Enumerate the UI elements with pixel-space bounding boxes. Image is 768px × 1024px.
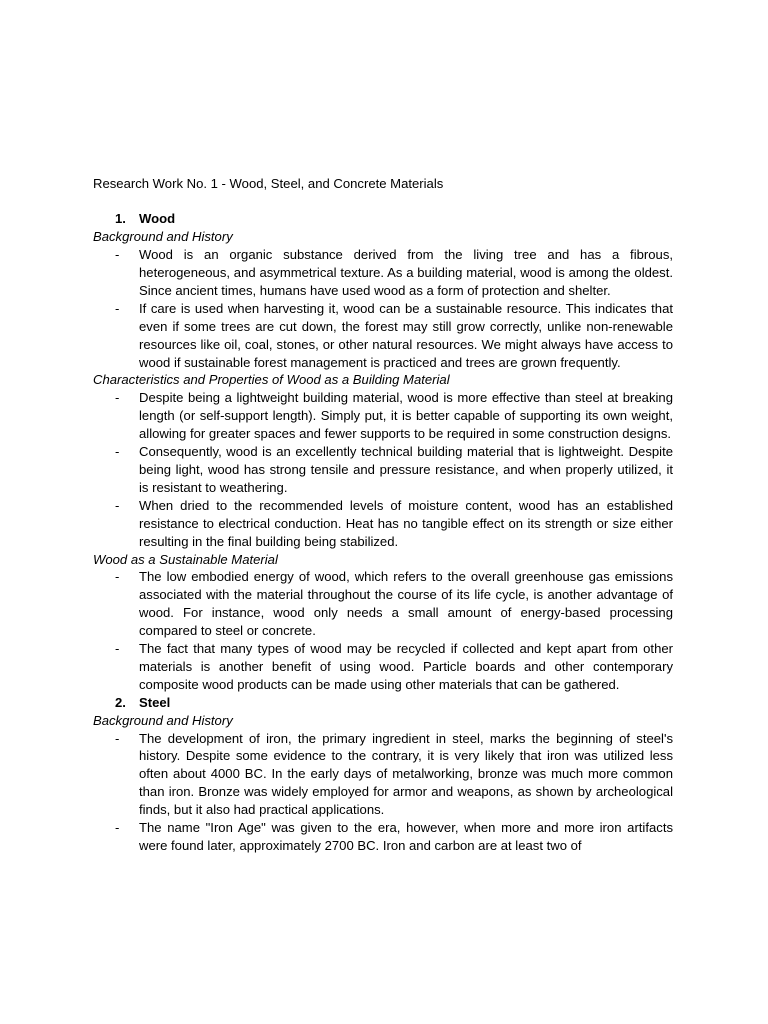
section-title: Steel — [139, 694, 171, 710]
list-item-text: The name "Iron Age" was given to the era, however, when more and more iron artifacts were found later, approximately 2700 BC. Iron and carbon are at least two of — [139, 820, 673, 854]
list-item-text: Despite being a lightweight building material, wood is more effective than steel at breaking length (or self-support length). Simply put, it is better capable of supporting its own weight, allowing for greater spaces and fewer supports to be required in some construction designs. — [139, 390, 673, 442]
list-item-text: If care is used when harvesting it, wood can be a sustainable resource. This indicates that even if some trees are cut down, the forest may still grow correctly, unlike non-renewable resources like oil, coal, stones, or other natural resources. We might always have access to wood if sustainable forest management is practiced and trees are grown frequently. — [139, 300, 673, 370]
list-item-text: When dried to the recommended levels of moisture content, wood has an established resistance to electrical conduction. Heat has no tangible effect on its strength or size either resulting in the final building being stabilized. — [139, 497, 673, 549]
section-title: Wood — [139, 211, 176, 227]
document-page — [93, 175, 673, 855]
bullet-list — [93, 730, 673, 855]
bullet-list — [93, 389, 673, 550]
list-item: - The name "Iron Age" was given to the era, however, when more and more iron artifacts were found later, approximately 2700 BC. Iron and carbon are at least two of — [115, 820, 673, 854]
section-heading-steel — [93, 694, 673, 712]
list-item-text: Consequently, wood is an excellently technical building material that is lightweight. Despite being light, wood has strong tensile and pressure resistance, and when properly utilized, it is resistant to weathering. — [139, 444, 673, 495]
list-item-text: Wood is an organic substance derived from the living tree and has a fibrous, heterogeneous, and asymmetrical texture. As a building material, wood is among the oldest. Since ancient times, humans have used wood as a form of protection and shelter. — [139, 247, 673, 298]
list-item: - The development of iron, the primary ingredient in steel, marks the beginning of steel's history. Despite some evidence to the contrary, it is very likely that iron was utilized less often about 4000 BC. In the early days of metalworking, bronze was much more common than iron. Bronze was widely employed for armor and weapons, as shown by archeological finds, but it also had practical applications. — [115, 730, 673, 818]
list-item-text: The development of iron, the primary ingredient in steel, marks the beginning of steel's history. Despite some evidence to the contrary, it is very likely that iron was utilized less often about 4000 BC. In the early days of metalworking, bronze was much more common than iron. Bronze was widely employed for armor and weapons, as shown by archeological finds, but it also had practical applications. — [139, 730, 673, 818]
list-item: - The fact that many types of wood may be recycled if collected and kept apart from other materials is another benefit of using wood. Particle boards and other contemporary composite wood products can be made using other materials that can be gathered. — [115, 641, 673, 692]
bullet-list — [93, 246, 673, 371]
section-number: 1. — [115, 211, 126, 227]
section-heading-wood — [93, 210, 673, 228]
list-item-text: The fact that many types of wood may be recycled if collected and kept apart from other materials is another benefit of using wood. Particle boards and other contemporary composite wood products can be made using other materials that can be gathered. — [139, 641, 673, 692]
subheading-wood-characteristics: Characteristics and Properties of Wood as a Building Material — [93, 372, 450, 388]
list-item: - Wood is an organic substance derived from the living tree and has a fibrous, heterogeneous, and asymmetrical texture. As a building material, wood is among the oldest. Since ancient times, humans have used wood as a form of protection and shelter. — [115, 247, 673, 298]
list-item-text: The low embodied energy of wood, which refers to the overall greenhouse gas emissions associated with the material throughout the course of its life cycle, is another advantage of wood. For instance, wood only needs a small amount of energy-based processing compared to steel or concrete. — [139, 569, 673, 639]
bullet-list — [93, 568, 673, 693]
subheading-steel-background: Background and History — [93, 712, 233, 728]
subheading-wood-background: Background and History — [93, 229, 233, 245]
list-item: - Despite being a lightweight building material, wood is more effective than steel at breaking length (or self-support length). Simply put, it is better capable of supporting its own weight, allowing for greater spaces and fewer supports to be required in some construction designs. — [115, 390, 673, 442]
document-title: Research Work No. 1 - Wood, Steel, and Concrete Materials — [93, 175, 444, 191]
list-item: - The low embodied energy of wood, which refers to the overall greenhouse gas emissions associated with the material throughout the course of its life cycle, is another advantage of wood. For instance, wood only needs a small amount of energy-based processing compared to steel or concrete. — [115, 569, 673, 639]
list-item: - Consequently, wood is an excellently technical building material that is lightweight. Despite being light, wood has strong tensile and pressure resistance, and when properly utilized, it is resistant to weathering. — [115, 444, 673, 495]
list-item: - When dried to the recommended levels of moisture content, wood has an established resistance to electrical conduction. Heat has no tangible effect on its strength or size either resulting in the final building being stabilized. — [115, 497, 673, 549]
section-number: 2. — [115, 694, 126, 710]
list-item: - If care is used when harvesting it, wood can be a sustainable resource. This indicates that even if some trees are cut down, the forest may still grow correctly, unlike non-renewable resources like oil, coal, stones, or other natural resources. We might always have access to wood if sustainable forest management is practiced and trees are grown frequently. — [115, 300, 673, 370]
blank-line — [93, 192, 673, 210]
subheading-wood-sustainable: Wood as a Sustainable Material — [93, 551, 278, 567]
